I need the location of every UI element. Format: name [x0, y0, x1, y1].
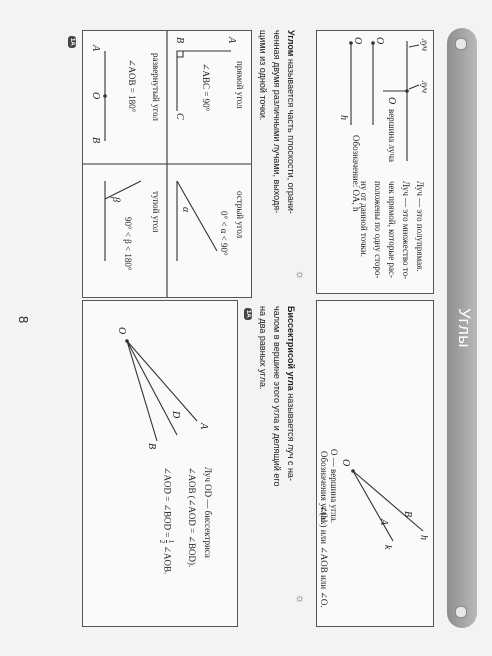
- angle-def-line-1: [286, 30, 296, 214]
- straight-angle-a: A: [90, 45, 101, 52]
- ray-label-2: луч: [420, 81, 430, 94]
- ray-label-1: луч: [420, 39, 430, 52]
- vertex-label: вершина луча: [387, 109, 397, 163]
- header-bar: [447, 28, 477, 628]
- bisector-text-6-tail: ∠AOB.: [162, 545, 173, 575]
- angle-text-2: Обозначения угла:: [319, 451, 329, 522]
- bisector-point-b: B: [146, 443, 157, 450]
- lamp-icon: ☼: [294, 270, 306, 281]
- angle-text-3: ∠(hk) или ∠AOB или ∠O.: [319, 505, 329, 608]
- fraction-numerator: 1: [167, 539, 175, 544]
- right-angle-a: A: [226, 37, 237, 44]
- bisector-lamp-icon: ☼: [294, 594, 306, 605]
- bisector-text-5: ∠AOB (∠AOD = ∠BOD).: [187, 467, 197, 568]
- page-number: 8: [16, 316, 31, 324]
- ray-text-5: ну от данной точки.: [359, 181, 369, 257]
- ray-box: [316, 30, 434, 294]
- angle-types-grid: [82, 30, 252, 298]
- straight-angle-b: B: [90, 137, 101, 144]
- angle-ray-h: h: [418, 535, 429, 540]
- bisector-point-a: A: [198, 423, 209, 430]
- bisector-diagram: [83, 301, 237, 626]
- straight-angle-formula: ∠AOB = 180°: [127, 59, 137, 113]
- bisector-point-o: O: [116, 327, 127, 335]
- ray-text-3: чек прямой, которые рас-: [387, 181, 397, 279]
- bisector-line-3: на два равных угла.: [258, 306, 268, 390]
- obtuse-angle-title: тупой угол: [151, 191, 161, 233]
- bisector-point-d: D: [170, 411, 181, 419]
- bisector-bold: Биссектрисой угла: [286, 306, 296, 391]
- ray-point-o-2: O: [374, 37, 385, 45]
- right-angle-formula: ∠ABC = 90°: [201, 63, 211, 112]
- obtuse-angle-formula: 90° < β < 180°: [123, 217, 133, 271]
- ray-text-1: Луч — это полупрямая.: [415, 181, 425, 272]
- bisector-line-2: чалом в вершине этого угла и делящий его: [272, 306, 282, 487]
- angle-def-line-3: щими из одной точки.: [258, 30, 268, 121]
- angle-point-b: B: [402, 511, 413, 518]
- bisector-line-1: [286, 306, 296, 481]
- ray-point-o: O: [386, 97, 397, 105]
- angle-def-rest: называется часть плоскости, ограни-: [286, 58, 296, 214]
- bisector-text-4: Луч OD — биссектриса: [203, 467, 213, 558]
- ray-notation: Обозначение: OA, h: [351, 135, 361, 212]
- right-angle-b: B: [174, 37, 185, 44]
- page-title: Углы: [455, 307, 474, 348]
- angle-ray-k: k: [382, 545, 393, 550]
- angle-box: [316, 300, 434, 627]
- straight-angle-o: O: [90, 92, 101, 100]
- ray-text-4: положены по одну сторо-: [373, 181, 383, 279]
- acute-angle-title: острый угол: [235, 191, 245, 239]
- bisector-badge-icon: 1А: [245, 310, 251, 318]
- angle-text-1: O — вершина угла.: [329, 449, 339, 523]
- angle-point-o: O: [340, 459, 351, 467]
- acute-angle-alpha: α: [180, 207, 191, 213]
- acute-angle-formula: 0° < α < 90°: [219, 211, 229, 256]
- ray-point-o-3: O: [352, 37, 363, 45]
- ray-point-h: h: [338, 115, 349, 120]
- ray-text-2: Луч — это множество то-: [401, 181, 411, 280]
- bisector-box: [82, 300, 238, 627]
- angle-def-bold: Углом: [286, 30, 296, 57]
- angle-point-a: A: [378, 519, 389, 526]
- bisector-text-6: [158, 467, 175, 574]
- half-fraction: [158, 540, 175, 544]
- angle-def-line-2: ченная двумя различными лучами, выходя-: [272, 30, 282, 214]
- right-angle-title: прямой угол: [235, 61, 245, 109]
- bisector-rest: называется луч с на-: [286, 393, 296, 481]
- right-angle-c: C: [174, 113, 185, 120]
- fraction-denominator: 2: [158, 539, 166, 544]
- angle-types-diagrams: [83, 31, 251, 297]
- obtuse-angle-beta: β: [110, 197, 121, 202]
- bisector-text-6-main: ∠AOD = ∠BOD =: [162, 467, 173, 540]
- badge-icon: 1А: [69, 38, 75, 46]
- straight-angle-title: развернутый угол: [151, 53, 161, 121]
